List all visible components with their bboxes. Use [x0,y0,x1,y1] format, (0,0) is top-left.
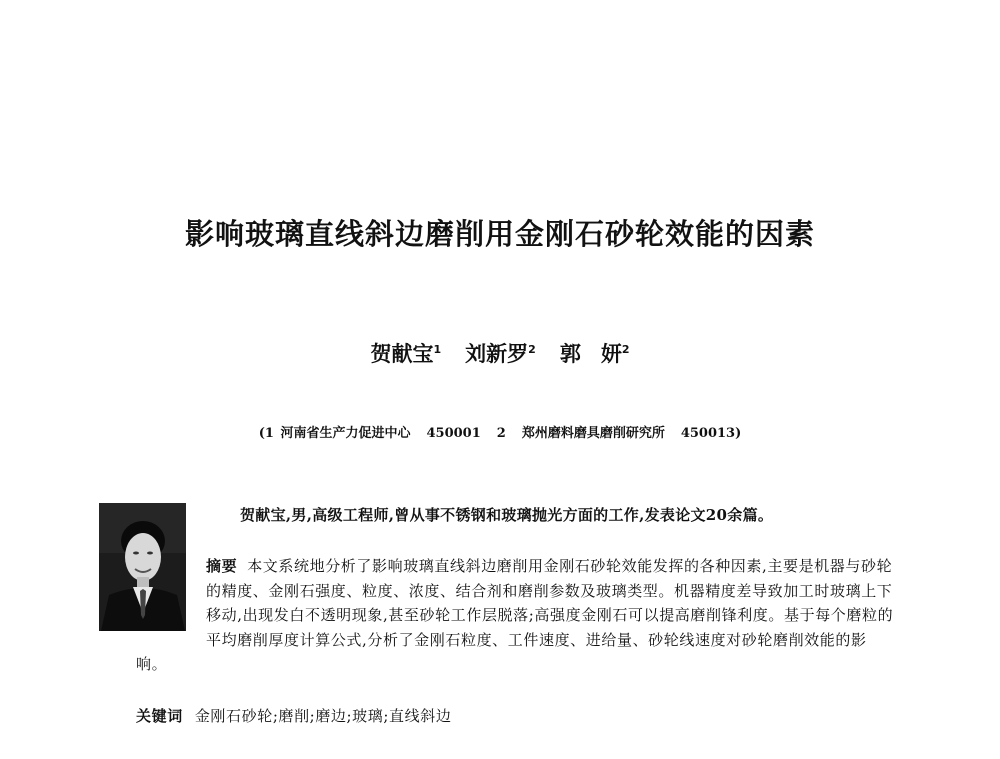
author-bio: 贺献宝,男,高级工程师,曾从事不锈钢和玻璃抛光方面的工作,发表论文20余篇。 [240,506,774,524]
author-affiliation-mark: 2 [528,343,536,356]
author-1 [371,338,442,368]
affiliations [0,422,1000,441]
keywords-text: 金刚石砂轮;磨削;磨边;玻璃;直线斜边 [194,707,452,725]
affiliation-1-zip: 450001 [426,426,481,441]
author-affiliation-mark: 1 [433,343,442,356]
author-3 [560,338,630,368]
author-name-part: 郭 [559,341,581,366]
affiliation-1: 河南省生产力促进中心 [280,426,411,441]
abstract-label: 摘要 [206,557,238,575]
author-name: 贺献宝 [370,341,434,366]
abstract [136,554,894,677]
affiliation-2: 郑州磨料磨具磨削研究所 [521,426,665,441]
keywords-label: 关键词 [136,707,183,725]
author-2 [465,338,536,368]
author-name: 刘新罗 [465,341,529,366]
affiliation-2-number: 2 [496,426,506,441]
author-list [0,338,1000,368]
paper-title: 影响玻璃直线斜边磨削用金刚石砂轮效能的因素 [184,217,815,251]
author-name-part: 妍 [600,341,622,366]
affiliation-open: (1 [258,426,274,441]
keywords [136,705,451,726]
abstract-text: 本文系统地分析了影响玻璃直线斜边磨削用金刚石砂轮效能发挥的各种因素,主要是机器与砂轮的精度、金刚石强度、粒度、浓度、结合剂和磨削参数及玻璃类型。机器精度差导致加工时玻璃上下移动,出现发白不透明现象,甚至砂轮工作层脱落;高强度金刚石可以提高磨削锋利度。基于每个磨粒的平均磨削厚度计算公式,分析了金刚石粒度、工件速度、进给量、砂轮线速度对砂轮磨削效能的影响。 [136,557,894,673]
affiliation-2-zip: 450013) [680,426,742,441]
author-affiliation-mark: 2 [621,343,630,356]
